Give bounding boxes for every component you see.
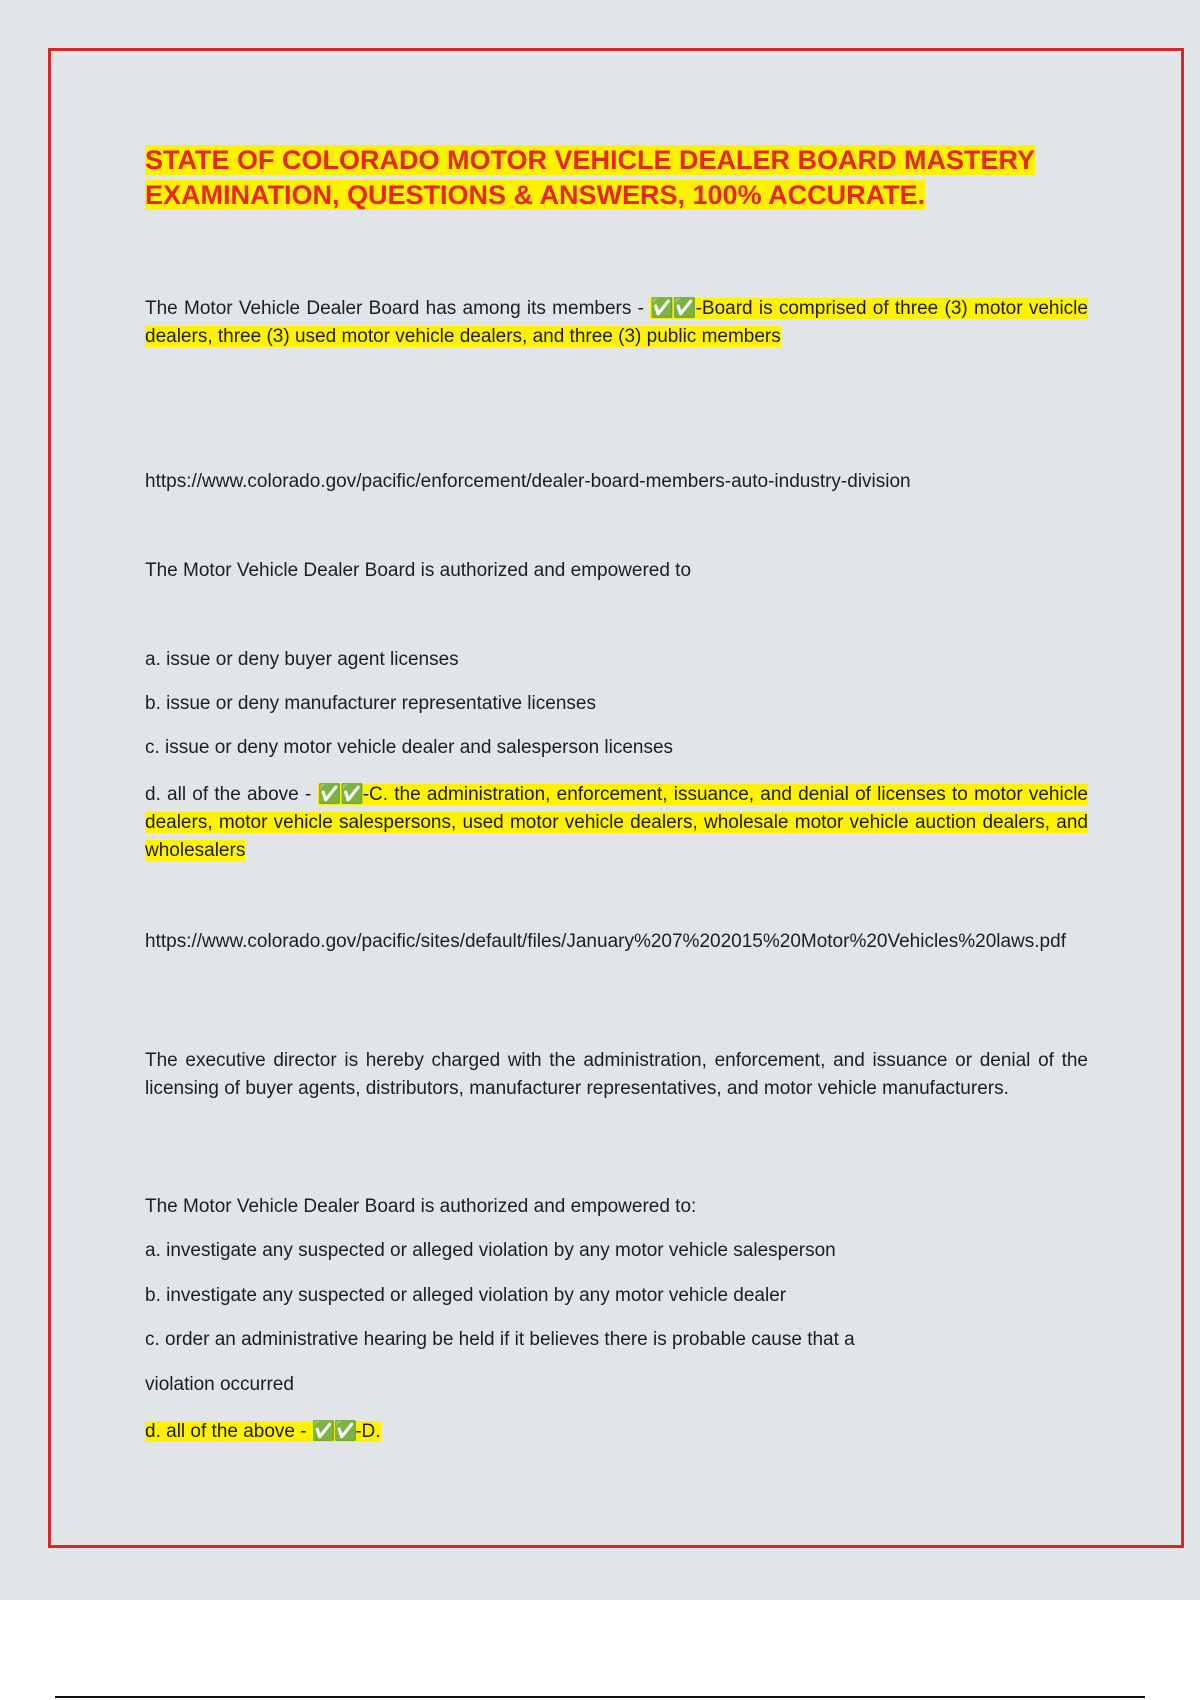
answer-1-text: -Board is comprised of three (3) motor vehicle dealers, three (3) used motor vehicle dealers, and three (3) public members (145, 298, 1088, 347)
document-body (145, 143, 1088, 1442)
check-icon: ✅✅ (650, 298, 696, 319)
question-2-option-d: d. all of the above - ✅✅-C. the administration, enforcement, issuance, and denial of licenses to motor vehicle dealers, motor vehicle salespersons, used motor vehicle dealers, wholesale motor vehicle auction dealers, and wholesalers (145, 784, 1088, 861)
question-2-option-c: c. issue or deny motor vehicle dealer and salesperson licenses (145, 737, 674, 758)
reference-link-1 (145, 468, 1088, 496)
question-3-option-a: a. investigate any suspected or alleged violation by any motor vehicle salesperson (145, 1240, 836, 1261)
reference-link-2 (145, 928, 1088, 956)
question-2-option-a: a. issue or deny buyer agent licenses (145, 649, 459, 670)
reference-url-2: https://www.colorado.gov/pacific/sites/default/files/January%207%202015%20Motor%20Vehicles%20laws.pdf (145, 931, 1066, 952)
question-3-option-d: d. all of the above - ✅✅-D. (145, 1421, 381, 1442)
answer-3-text: -D. (355, 1421, 381, 1442)
question-2 (145, 557, 1088, 585)
check-icon: ✅✅ (317, 784, 363, 805)
question-3-option-c-cont: violation occurred (145, 1374, 294, 1395)
reference-url-1: https://www.colorado.gov/pacific/enforcement/dealer-board-members-auto-industry-division (145, 471, 911, 492)
question-1 (145, 295, 1088, 351)
question-3-text: The Motor Vehicle Dealer Board is authorized and empowered to: (145, 1196, 697, 1217)
question-2-text: The Motor Vehicle Dealer Board is authorized and empowered to (145, 560, 692, 581)
question-3-option-b: b. investigate any suspected or alleged violation by any motor vehicle dealer (145, 1285, 787, 1306)
question-3-option-c: c. order an administrative hearing be held if it believes there is probable cause that a (145, 1329, 855, 1350)
answer-2-text: -C. the administration, enforcement, issuance, and denial of licenses to motor vehicle dealers, motor vehicle salespersons, used motor vehicle dealers, wholesale motor vehicle auction dealers, and wholesalers (145, 784, 1088, 861)
question-1-text: The Motor Vehicle Dealer Board has among its members - (145, 298, 651, 319)
question-2-option-b: b. issue or deny manufacturer representative licenses (145, 693, 596, 714)
explanation-paragraph: The executive director is hereby charged with the administration, enforcement, and issuance or denial of the licensing of buyer agents, distributors, manufacturer representatives, and motor vehicle manufacturers. (145, 1050, 1088, 1099)
question-3 (145, 1193, 1088, 1221)
document-title: STATE OF COLORADO MOTOR VEHICLE DEALER BOARD MASTERY EXAMINATION, QUESTIONS & ANSWERS, 100% ACCURATE. (145, 145, 1036, 210)
check-icon: ✅✅ (311, 1421, 356, 1442)
page-divider (55, 1696, 1145, 1698)
